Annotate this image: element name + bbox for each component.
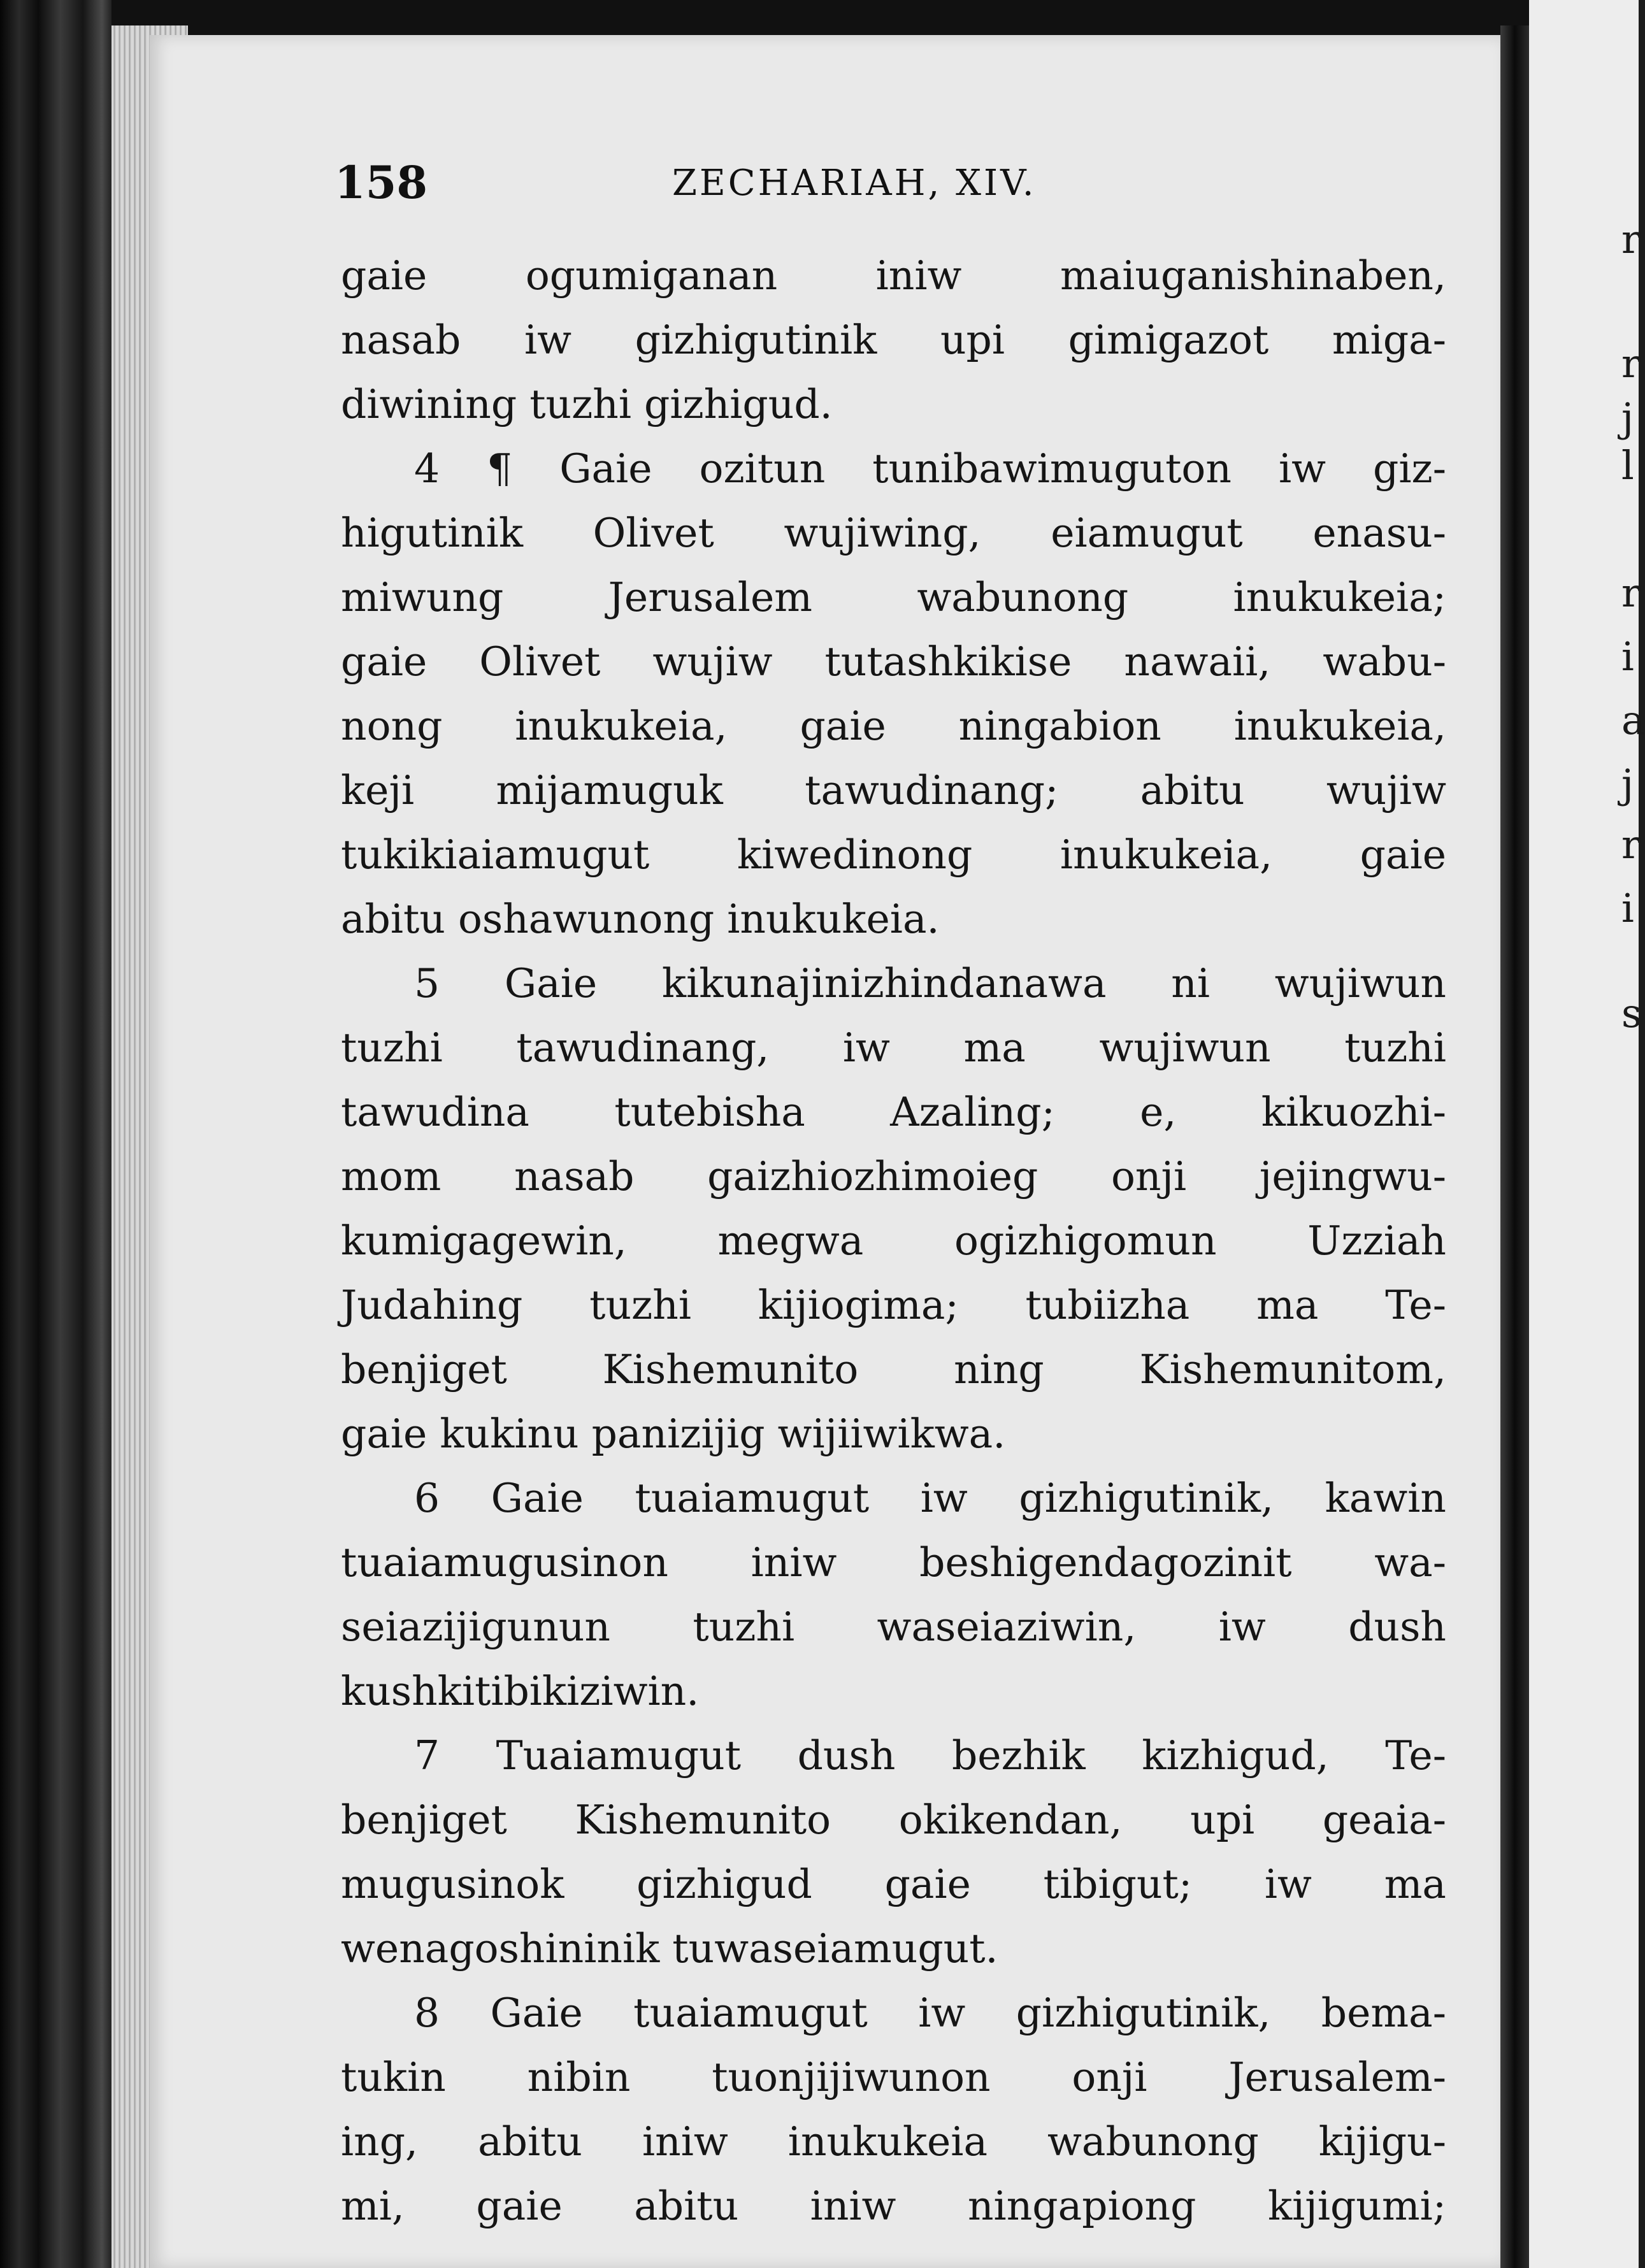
facing-page-fragment: r bbox=[1621, 570, 1641, 616]
verse-start-line: 6 Gaie tuaiamugut iw gizhigutinik, kawin bbox=[414, 1475, 1446, 1521]
facing-page-fragment: a bbox=[1621, 697, 1645, 743]
text-line: nasab iw gizhigutinik upi gimigazot miga- bbox=[341, 317, 1446, 363]
text-line: mugusinok gizhigud gaie tibigut; iw ma bbox=[341, 1861, 1446, 1907]
text-line: gaie kukinu panizijig wijiiwikwa. bbox=[341, 1410, 1006, 1457]
facing-page-fragment: r bbox=[1621, 340, 1641, 387]
facing-page-fragment: i bbox=[1621, 633, 1634, 680]
text-line: diwining tuzhi gizhigud. bbox=[341, 381, 833, 427]
text-line: Judahing tuzhi kijiogima; tubiizha ma Te- bbox=[341, 1282, 1446, 1328]
text-line: higutinik Olivet wujiwing, eiamugut enasu- bbox=[341, 510, 1446, 556]
verse-start-line: 7 Tuaiamugut dush bezhik kizhigud, Te- bbox=[414, 1732, 1446, 1779]
book-gutter bbox=[1500, 25, 1529, 2268]
verse-start-line: 8 Gaie tuaiamugut iw gizhigutinik, bema- bbox=[414, 1990, 1446, 2036]
text-line: benjiget Kishemunito okikendan, upi geaia- bbox=[341, 1797, 1446, 1843]
facing-page-fragment: s bbox=[1621, 990, 1642, 1037]
facing-page-fragment: j bbox=[1621, 761, 1634, 807]
page-number: 158 bbox=[334, 156, 428, 209]
text-line: mi, gaie abitu iniw ningapiong kijigumi; bbox=[341, 2183, 1446, 2229]
text-line: tuzhi tawudinang, iw ma wujiwun tuzhi bbox=[341, 1024, 1446, 1071]
body-text bbox=[341, 243, 1446, 2238]
book-binding bbox=[0, 0, 111, 2268]
text-line: tuaiamugusinon iniw beshigendagozinit wa- bbox=[341, 1539, 1446, 1586]
text-line: gaie ogumiganan iniw maiuganishinaben, bbox=[341, 252, 1446, 299]
facing-page bbox=[1529, 0, 1645, 2268]
facing-page-fragment: j bbox=[1621, 394, 1634, 441]
text-line: abitu oshawunong inukukeia. bbox=[341, 896, 940, 942]
text-line: keji mijamuguk tawudinang; abitu wujiw bbox=[341, 767, 1446, 814]
facing-page-fragment: l bbox=[1621, 442, 1634, 489]
verse-start-line: 5 Gaie kikunajinizhindanawa ni wujiwun bbox=[414, 960, 1446, 1007]
text-line: benjiget Kishemunito ning Kishemunitom, bbox=[341, 1346, 1446, 1393]
text-line: wenagoshininik tuwaseiamugut. bbox=[341, 1925, 998, 1972]
text-line: kumigagewin, megwa ogizhigomun Uzziah bbox=[341, 1217, 1446, 1264]
facing-page-fragment: r bbox=[1621, 821, 1641, 868]
text-line: seiazijigunun tuzhi waseiaziwin, iw dush bbox=[341, 1604, 1446, 1650]
text-line: nong inukukeia, gaie ningabion inukukeia, bbox=[341, 703, 1446, 749]
facing-page-fragment: r bbox=[1621, 216, 1641, 262]
text-line: kushkitibikiziwin. bbox=[341, 1668, 700, 1714]
text-line: tukikiaiamugut kiwedinong inukukeia, gaie bbox=[341, 831, 1446, 878]
facing-page-fragment: i bbox=[1621, 885, 1634, 931]
page-header bbox=[334, 156, 1456, 213]
text-line: ing, abitu iniw inukukeia wabunong kijigu- bbox=[341, 2118, 1446, 2165]
text-line: mom nasab gaizhiozhimoieg onji jejingwu- bbox=[341, 1153, 1446, 1200]
text-line: tawudina tutebisha Azaling; e, kikuozhi- bbox=[341, 1089, 1446, 1135]
text-line: tukin nibin tuonjijiwunon onji Jerusalem- bbox=[341, 2054, 1446, 2100]
running-head: ZECHARIAH, XIV. bbox=[672, 162, 1037, 204]
text-line: gaie Olivet wujiw tutashkikise nawaii, wabu- bbox=[341, 638, 1446, 685]
text-line: miwung Jerusalem wabunong inukukeia; bbox=[341, 574, 1446, 621]
verse-start-line: 4 ¶ Gaie ozitun tunibawimuguton iw giz- bbox=[414, 445, 1446, 492]
